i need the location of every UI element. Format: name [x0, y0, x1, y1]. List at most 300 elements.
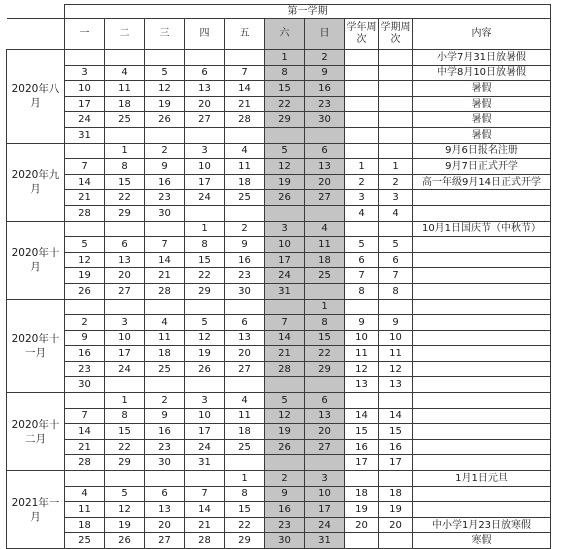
day-cell: 15: [265, 81, 305, 97]
school-week-cell: 5: [345, 237, 379, 253]
month-label: 2020年十月: [7, 221, 65, 299]
month-label: 2020年十二月: [7, 393, 65, 471]
day-cell: 16: [65, 346, 105, 362]
school-week-cell: 10: [345, 330, 379, 346]
content-cell: [413, 205, 551, 221]
school-week-cell: 13: [345, 377, 379, 393]
term-week-cell: 16: [379, 439, 413, 455]
day-cell: 4: [145, 315, 185, 331]
school-week-cell: [345, 143, 379, 159]
term-week-cell: 12: [379, 361, 413, 377]
day-cell: 12: [65, 252, 105, 268]
week-row: [7, 159, 551, 175]
term-week-cell: 4: [379, 205, 413, 221]
day-cell: 19: [265, 424, 305, 440]
day-cell: 29: [105, 205, 145, 221]
calendar-wrap: [6, 4, 551, 549]
day-cell: 28: [145, 283, 185, 299]
day-cell: 11: [305, 237, 345, 253]
day-cell: 4: [225, 143, 265, 159]
day-cell: 15: [185, 252, 225, 268]
day-cell: [305, 205, 345, 221]
day-cell: 1: [225, 471, 265, 487]
content-cell: 暑假: [413, 112, 551, 128]
term-title: 第一学期: [65, 5, 551, 19]
day-cell: 3: [105, 315, 145, 331]
day-cell: 28: [265, 361, 305, 377]
school-week-cell: 3: [345, 190, 379, 206]
term-week-cell: 11: [379, 346, 413, 362]
term-week-cell: 1: [379, 159, 413, 175]
term-week-cell: 19: [379, 502, 413, 518]
day-cell: 31: [65, 127, 105, 143]
weekday-header: 六: [265, 19, 305, 50]
term-week-cell: [379, 96, 413, 112]
day-cell: [305, 283, 345, 299]
day-cell: 20: [305, 424, 345, 440]
day-cell: [185, 127, 225, 143]
week-row: [7, 221, 551, 237]
day-cell: 17: [185, 174, 225, 190]
content-cell: 暑假: [413, 81, 551, 97]
day-cell: 20: [305, 174, 345, 190]
day-cell: 12: [145, 81, 185, 97]
term-week-cell: [379, 471, 413, 487]
weekday-header: 五: [225, 19, 265, 50]
term-week-cell: [379, 299, 413, 315]
term-week-cell: [379, 81, 413, 97]
day-cell: 11: [65, 502, 105, 518]
school-week-cell: 16: [345, 439, 379, 455]
week-row: [7, 190, 551, 206]
school-week-cell: 7: [345, 268, 379, 284]
week-row: [7, 424, 551, 440]
day-cell: 8: [105, 159, 145, 175]
day-cell: 31: [185, 455, 225, 471]
week-row: [7, 361, 551, 377]
day-cell: [185, 377, 225, 393]
term-week-cell: 18: [379, 486, 413, 502]
day-cell: 7: [65, 408, 105, 424]
month-label: 2020年八月: [7, 50, 65, 144]
day-cell: 23: [305, 96, 345, 112]
day-cell: 13: [305, 159, 345, 175]
day-cell: [105, 299, 145, 315]
day-cell: 5: [105, 486, 145, 502]
school-week-cell: [345, 81, 379, 97]
term-row: [7, 5, 551, 19]
day-cell: [145, 299, 185, 315]
content-cell: 暑假: [413, 127, 551, 143]
day-cell: 31: [265, 283, 305, 299]
term-week-cell: [379, 221, 413, 237]
day-cell: 19: [65, 268, 105, 284]
day-cell: 20: [185, 96, 225, 112]
content-cell: [413, 237, 551, 253]
term-week-cell: [379, 112, 413, 128]
day-cell: [265, 205, 305, 221]
day-cell: 2: [305, 50, 345, 66]
day-cell: 7: [225, 65, 265, 81]
school-week-cell: 17: [345, 455, 379, 471]
day-cell: 10: [65, 81, 105, 97]
day-cell: 2: [65, 315, 105, 331]
day-cell: 22: [265, 96, 305, 112]
week-row: [7, 439, 551, 455]
day-cell: 22: [185, 268, 225, 284]
day-cell: [145, 377, 185, 393]
day-cell: [145, 471, 185, 487]
day-cell: 29: [105, 455, 145, 471]
day-cell: 1: [105, 143, 145, 159]
day-cell: 25: [305, 268, 345, 284]
content-cell: [413, 455, 551, 471]
day-cell: 19: [105, 517, 145, 533]
day-cell: 20: [145, 517, 185, 533]
term-week-cell: 3: [379, 190, 413, 206]
day-cell: 3: [265, 221, 305, 237]
day-cell: 21: [65, 439, 105, 455]
school-calendar-table: [6, 4, 551, 549]
day-cell: 18: [65, 517, 105, 533]
content-header: 内容: [413, 19, 551, 50]
day-cell: 22: [105, 439, 145, 455]
school-week-cell: 4: [345, 205, 379, 221]
day-cell: 7: [185, 486, 225, 502]
day-cell: 26: [145, 112, 185, 128]
school-week-cell: 19: [345, 502, 379, 518]
day-cell: 14: [145, 252, 185, 268]
day-cell: 3: [185, 393, 225, 409]
day-cell: 22: [105, 190, 145, 206]
day-cell: [305, 127, 345, 143]
day-cell: 4: [305, 221, 345, 237]
weekday-header: 三: [145, 19, 185, 50]
day-cell: 17: [185, 424, 225, 440]
content-cell: [413, 190, 551, 206]
month-label: 2020年十一月: [7, 299, 65, 393]
week-row: [7, 143, 551, 159]
day-cell: 29: [305, 361, 345, 377]
day-cell: 12: [265, 408, 305, 424]
day-cell: [65, 143, 105, 159]
content-cell: [413, 315, 551, 331]
content-cell: 10月1日国庆节（中秋节）: [413, 221, 551, 237]
school-week-cell: 18: [345, 486, 379, 502]
school-week-cell: [345, 299, 379, 315]
day-cell: 22: [305, 346, 345, 362]
day-cell: 10: [185, 159, 225, 175]
content-cell: 1月1日元旦: [413, 471, 551, 487]
school-week-cell: 20: [345, 517, 379, 533]
day-cell: 12: [265, 159, 305, 175]
day-cell: 21: [145, 268, 185, 284]
day-cell: 6: [145, 486, 185, 502]
week-row: [7, 299, 551, 315]
term-week-cell: 8: [379, 283, 413, 299]
day-cell: 17: [65, 96, 105, 112]
day-cell: 28: [185, 533, 225, 549]
day-cell: 8: [185, 237, 225, 253]
day-cell: 12: [105, 502, 145, 518]
content-cell: 小学7月31日放暑假: [413, 50, 551, 66]
day-cell: 11: [105, 81, 145, 97]
school-week-cell: [345, 50, 379, 66]
day-cell: 16: [225, 252, 265, 268]
day-cell: 16: [305, 81, 345, 97]
school-week-cell: 8: [345, 283, 379, 299]
day-cell: 9: [265, 486, 305, 502]
school-week-cell: [345, 221, 379, 237]
week-row: [7, 377, 551, 393]
day-cell: [145, 50, 185, 66]
day-cell: 15: [105, 174, 145, 190]
day-cell: [185, 205, 225, 221]
content-cell: 9月6日报名注册: [413, 143, 551, 159]
day-cell: 16: [145, 424, 185, 440]
term-week-cell: 10: [379, 330, 413, 346]
week-row: [7, 205, 551, 221]
school-week-cell: 9: [345, 315, 379, 331]
day-cell: 11: [145, 330, 185, 346]
day-cell: 15: [105, 424, 145, 440]
school-week-cell: [345, 393, 379, 409]
school-week-cell: [345, 96, 379, 112]
day-cell: 23: [265, 517, 305, 533]
day-cell: 14: [225, 81, 265, 97]
day-cell: 10: [105, 330, 145, 346]
day-cell: 27: [305, 190, 345, 206]
day-cell: 13: [305, 408, 345, 424]
day-cell: 13: [145, 502, 185, 518]
term-week-cell: 20: [379, 517, 413, 533]
school-week-cell: 14: [345, 408, 379, 424]
day-cell: [185, 299, 225, 315]
school-week-cell: [345, 65, 379, 81]
day-cell: 19: [145, 96, 185, 112]
day-cell: 24: [185, 190, 225, 206]
day-cell: 25: [225, 190, 265, 206]
day-cell: 26: [65, 283, 105, 299]
day-cell: 26: [265, 190, 305, 206]
month-label: 2021年一月: [7, 471, 65, 549]
day-cell: 14: [65, 424, 105, 440]
day-cell: 23: [65, 361, 105, 377]
day-cell: 8: [225, 486, 265, 502]
day-cell: 28: [225, 112, 265, 128]
day-cell: 2: [145, 393, 185, 409]
term-week-cell: [379, 50, 413, 66]
day-cell: [145, 221, 185, 237]
week-row: [7, 346, 551, 362]
day-cell: 6: [105, 237, 145, 253]
week-row: [7, 533, 551, 549]
day-cell: 18: [305, 252, 345, 268]
day-cell: [145, 127, 185, 143]
day-cell: [265, 299, 305, 315]
day-cell: 14: [65, 174, 105, 190]
content-cell: 寒假: [413, 533, 551, 549]
day-cell: 27: [305, 439, 345, 455]
term-week-header: 学期周次: [379, 19, 413, 50]
day-cell: 8: [265, 65, 305, 81]
content-cell: [413, 408, 551, 424]
day-cell: 17: [265, 252, 305, 268]
day-cell: 29: [185, 283, 225, 299]
day-cell: [225, 299, 265, 315]
week-row: [7, 393, 551, 409]
day-cell: 24: [65, 112, 105, 128]
term-week-cell: [379, 143, 413, 159]
day-cell: 5: [265, 143, 305, 159]
day-cell: [185, 471, 225, 487]
day-cell: 21: [185, 517, 225, 533]
week-row: [7, 96, 551, 112]
day-cell: 14: [185, 502, 225, 518]
day-cell: [225, 377, 265, 393]
week-row: [7, 471, 551, 487]
day-cell: 8: [305, 315, 345, 331]
term-week-cell: 7: [379, 268, 413, 284]
day-cell: 26: [185, 361, 225, 377]
content-cell: [413, 424, 551, 440]
day-cell: 2: [265, 471, 305, 487]
day-cell: 1: [105, 393, 145, 409]
day-cell: [65, 299, 105, 315]
term-week-cell: 6: [379, 252, 413, 268]
day-cell: 4: [65, 486, 105, 502]
school-week-cell: [345, 112, 379, 128]
school-week-header: 学年周次: [345, 19, 379, 50]
day-cell: 18: [225, 424, 265, 440]
day-cell: 28: [65, 455, 105, 471]
day-cell: 26: [265, 439, 305, 455]
week-row: [7, 237, 551, 253]
day-cell: [65, 393, 105, 409]
day-cell: 19: [265, 174, 305, 190]
day-cell: 27: [185, 112, 225, 128]
day-cell: [105, 127, 145, 143]
day-cell: 11: [225, 408, 265, 424]
week-row: [7, 81, 551, 97]
day-cell: 23: [145, 190, 185, 206]
school-week-cell: [345, 127, 379, 143]
day-cell: 24: [265, 268, 305, 284]
day-cell: 12: [185, 330, 225, 346]
day-cell: 27: [145, 533, 185, 549]
school-week-cell: 11: [345, 346, 379, 362]
day-cell: 3: [65, 65, 105, 81]
week-row: [7, 268, 551, 284]
day-cell: 14: [265, 330, 305, 346]
day-cell: 5: [265, 393, 305, 409]
day-cell: 10: [265, 237, 305, 253]
day-cell: 30: [65, 377, 105, 393]
day-cell: [225, 205, 265, 221]
day-cell: 23: [225, 268, 265, 284]
term-week-cell: [379, 127, 413, 143]
school-week-cell: [345, 471, 379, 487]
week-row: [7, 408, 551, 424]
content-cell: 高一年级9月14日正式开学: [413, 174, 551, 190]
day-cell: [65, 471, 105, 487]
term-week-cell: [379, 393, 413, 409]
day-cell: 13: [225, 330, 265, 346]
day-cell: 25: [145, 361, 185, 377]
day-cell: 24: [185, 439, 225, 455]
day-cell: 30: [265, 533, 305, 549]
day-cell: 30: [145, 205, 185, 221]
weekday-header: 二: [105, 19, 145, 50]
content-cell: [413, 377, 551, 393]
day-cell: 4: [105, 65, 145, 81]
day-cell: 10: [185, 408, 225, 424]
day-cell: [265, 127, 305, 143]
day-cell: [305, 377, 345, 393]
day-cell: [225, 455, 265, 471]
week-row: [7, 330, 551, 346]
term-week-cell: 15: [379, 424, 413, 440]
day-cell: 29: [225, 533, 265, 549]
school-week-cell: 2: [345, 174, 379, 190]
day-cell: 9: [305, 65, 345, 81]
day-cell: 5: [185, 315, 225, 331]
day-cell: 29: [265, 112, 305, 128]
week-row: [7, 112, 551, 128]
day-cell: 5: [65, 237, 105, 253]
day-cell: [225, 50, 265, 66]
day-cell: 13: [105, 252, 145, 268]
day-cell: 22: [225, 517, 265, 533]
week-row: [7, 65, 551, 81]
day-cell: 18: [225, 174, 265, 190]
week-row: [7, 315, 551, 331]
weekday-header: 日: [305, 19, 345, 50]
day-cell: 9: [65, 330, 105, 346]
day-cell: 30: [225, 283, 265, 299]
weekday-header: 一: [65, 19, 105, 50]
day-cell: 16: [265, 502, 305, 518]
term-week-cell: [379, 65, 413, 81]
day-cell: 18: [145, 346, 185, 362]
week-row: [7, 517, 551, 533]
content-cell: [413, 393, 551, 409]
day-cell: [105, 221, 145, 237]
day-cell: [65, 50, 105, 66]
week-row: [7, 502, 551, 518]
school-week-cell: [345, 533, 379, 549]
day-cell: 7: [65, 159, 105, 175]
term-week-cell: [379, 533, 413, 549]
content-cell: 中小学1月23日放寒假: [413, 517, 551, 533]
day-cell: 9: [225, 237, 265, 253]
day-cell: 18: [105, 96, 145, 112]
day-cell: 25: [105, 112, 145, 128]
day-cell: 8: [105, 408, 145, 424]
day-cell: 25: [65, 533, 105, 549]
day-cell: 15: [305, 330, 345, 346]
day-cell: 6: [225, 315, 265, 331]
content-cell: [413, 252, 551, 268]
content-cell: [413, 486, 551, 502]
day-cell: 10: [305, 486, 345, 502]
day-cell: 5: [145, 65, 185, 81]
day-cell: 11: [225, 159, 265, 175]
content-cell: [413, 268, 551, 284]
day-cell: 7: [145, 237, 185, 253]
day-cell: 17: [305, 502, 345, 518]
day-cell: 1: [305, 299, 345, 315]
